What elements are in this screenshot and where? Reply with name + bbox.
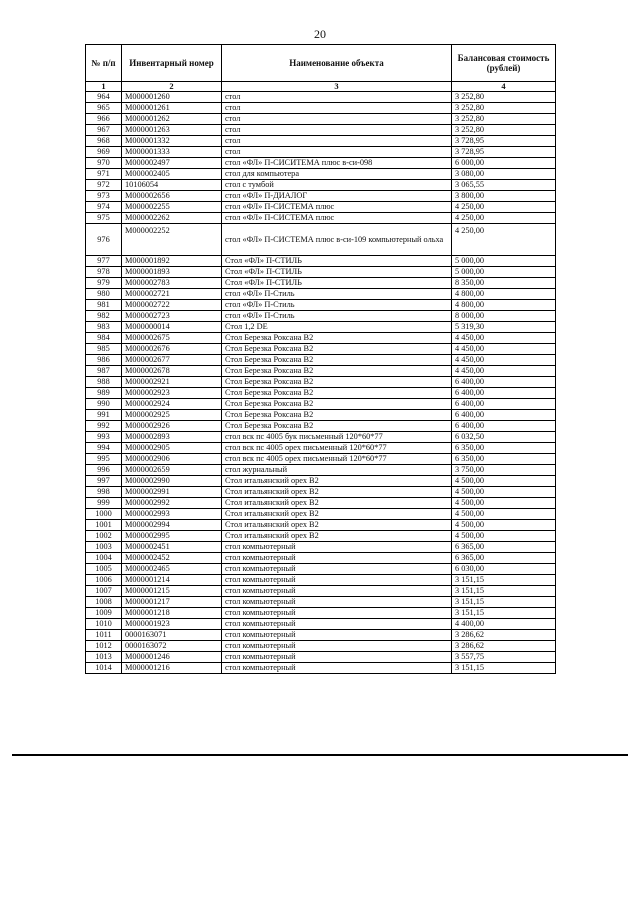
object-name: стол для компьютера [222,169,452,180]
table-row [86,520,556,531]
table-row [86,169,556,180]
book-value: 3 151,15 [452,575,556,586]
table-row [86,509,556,520]
row-index: 971 [86,169,122,180]
book-value: 3 151,15 [452,586,556,597]
page-number: 20 [314,27,326,41]
row-index: 1011 [86,630,122,641]
inventory-number: М000002925 [122,410,222,421]
book-value: 3 800,00 [452,191,556,202]
row-index: 982 [86,311,122,322]
inventory-number: М000002906 [122,454,222,465]
book-value: 3 151,15 [452,663,556,674]
object-name: Стол итальянский орех В2 [222,509,452,520]
table-row [86,487,556,498]
book-value: 8 000,00 [452,311,556,322]
object-name: стол компьютерный [222,641,452,652]
inventory-number: М000002990 [122,476,222,487]
table-row [86,256,556,267]
inventory-number: М000002722 [122,300,222,311]
table-row [86,443,556,454]
table-row [86,202,556,213]
row-index: 967 [86,125,122,136]
table-header-row [86,45,556,82]
book-value: 4 400,00 [452,619,556,630]
object-name: Стол Березка Роксана В2 [222,377,452,388]
object-name: стол «ФЛ» П-СИСТЕМА плюс [222,213,452,224]
book-value: 3 151,15 [452,608,556,619]
table-row [86,399,556,410]
row-index: 974 [86,202,122,213]
book-value: 4 800,00 [452,300,556,311]
inventory-number: М000002921 [122,377,222,388]
inventory-table [85,44,556,674]
row-index: 976 [86,224,122,256]
table-row [86,465,556,476]
inventory-number: М000002252 [122,224,222,256]
table-row [86,333,556,344]
object-name: Стол Березка Роксана В2 [222,421,452,432]
object-name: Стол 1,2 DE [222,322,452,333]
object-name: стол «ФЛ» П-СИСИТЕМА плюс в-си-098 [222,158,452,169]
object-name: стол компьютерный [222,564,452,575]
inventory-number: М000001214 [122,575,222,586]
inventory-number: М000001260 [122,92,222,103]
row-index: 981 [86,300,122,311]
inventory-number: М000001217 [122,597,222,608]
table-row [86,410,556,421]
inventory-number: М000002255 [122,202,222,213]
table-row [86,531,556,542]
book-value: 5 319,30 [452,322,556,333]
row-index: 978 [86,267,122,278]
table-row [86,652,556,663]
inventory-number: М000001246 [122,652,222,663]
inventory-number: М000001261 [122,103,222,114]
object-name: Стол итальянский орех В2 [222,476,452,487]
inventory-number: М000001892 [122,256,222,267]
inventory-number: 10106054 [122,180,222,191]
row-index: 986 [86,355,122,366]
object-name: Стол Березка Роксана В2 [222,399,452,410]
inventory-number: М000002656 [122,191,222,202]
object-name: стол «ФЛ» П-СИСТЕМА плюс в-си-109 компьютерный ольха [222,224,452,256]
column-number: 4 [452,82,556,92]
object-name: Стол итальянский орех В2 [222,531,452,542]
inventory-number: М000002451 [122,542,222,553]
column-number-row [86,82,556,92]
object-name: стол компьютерный [222,586,452,597]
table-row [86,454,556,465]
table-row [86,388,556,399]
table-row [86,92,556,103]
book-value: 3 728,95 [452,147,556,158]
row-index: 966 [86,114,122,125]
book-value: 4 800,00 [452,289,556,300]
object-name: стол вск пс 4005 орех письменный 120*60*77 [222,443,452,454]
object-name: стол «ФЛ» П-СИСТЕМА плюс [222,202,452,213]
book-value: 4 450,00 [452,355,556,366]
table-row [86,564,556,575]
book-value: 4 450,00 [452,344,556,355]
book-value: 6 400,00 [452,421,556,432]
book-value: 3 252,80 [452,92,556,103]
row-index: 1001 [86,520,122,531]
inventory-number: М000001332 [122,136,222,147]
row-index: 985 [86,344,122,355]
inventory-number: М000002993 [122,509,222,520]
row-index: 977 [86,256,122,267]
book-value: 4 500,00 [452,498,556,509]
object-name: стол [222,92,452,103]
object-name: стол компьютерный [222,663,452,674]
table-body [86,92,556,674]
object-name: стол «ФЛ» П-Стиль [222,289,452,300]
row-index: 979 [86,278,122,289]
inventory-number: М000002452 [122,553,222,564]
row-index: 972 [86,180,122,191]
row-index: 1005 [86,564,122,575]
book-value: 6 400,00 [452,377,556,388]
row-index: 994 [86,443,122,454]
object-name: Стол «ФЛ» П-СТИЛЬ [222,256,452,267]
book-value: 4 500,00 [452,531,556,542]
object-name: стол [222,114,452,125]
table-row [86,421,556,432]
header-inventory-number: Инвентарный номер [122,45,222,82]
object-name: стол компьютерный [222,608,452,619]
inventory-number: М000001218 [122,608,222,619]
book-value: 3 080,00 [452,169,556,180]
table-row [86,136,556,147]
book-value: 3 151,15 [452,597,556,608]
book-value: 6 030,00 [452,564,556,575]
row-index: 997 [86,476,122,487]
inventory-number: М000002465 [122,564,222,575]
book-value: 6 400,00 [452,410,556,421]
inventory-number: М000002678 [122,366,222,377]
book-value: 4 500,00 [452,520,556,531]
table-row [86,608,556,619]
book-value: 3 286,62 [452,630,556,641]
object-name: стол вск пс 4005 бук письменный 120*60*77 [222,432,452,443]
object-name: стол [222,136,452,147]
table-row [86,322,556,333]
inventory-number: М000002926 [122,421,222,432]
object-name: стол компьютерный [222,619,452,630]
inventory-number: М000001923 [122,619,222,630]
row-index: 990 [86,399,122,410]
header-index: № п/п [86,45,122,82]
object-name: стол «ФЛ» П-ДИАЛОГ [222,191,452,202]
column-number: 1 [86,82,122,92]
object-name: стол «ФЛ» П-Стиль [222,300,452,311]
row-index: 975 [86,213,122,224]
book-value: 6 000,00 [452,158,556,169]
row-index: 1012 [86,641,122,652]
row-index: 987 [86,366,122,377]
row-index: 989 [86,388,122,399]
book-value: 6 365,00 [452,553,556,564]
header-book-value: Балансовая стоимость (рублей) [452,45,556,82]
book-value: 3 065,55 [452,180,556,191]
table-row [86,158,556,169]
inventory-number: М000002994 [122,520,222,531]
table-row [86,213,556,224]
table-row [86,300,556,311]
row-index: 970 [86,158,122,169]
row-index: 1009 [86,608,122,619]
object-name: Стол итальянский орех В2 [222,520,452,531]
book-value: 8 350,00 [452,278,556,289]
inventory-number: М000002893 [122,432,222,443]
row-index: 965 [86,103,122,114]
book-value: 4 450,00 [452,333,556,344]
object-name: стол компьютерный [222,652,452,663]
object-name: Стол Березка Роксана В2 [222,333,452,344]
book-value: 3 252,80 [452,114,556,125]
row-index: 1003 [86,542,122,553]
table-row [86,432,556,443]
inventory-number: М000002924 [122,399,222,410]
row-index: 968 [86,136,122,147]
row-index: 996 [86,465,122,476]
table-row [86,619,556,630]
book-value: 4 250,00 [452,224,556,256]
table-row [86,289,556,300]
inventory-number: М000001215 [122,586,222,597]
inventory-number: М000002992 [122,498,222,509]
book-value: 6 350,00 [452,443,556,454]
object-name: стол [222,125,452,136]
inventory-number: М000000014 [122,322,222,333]
row-index: 988 [86,377,122,388]
column-number: 3 [222,82,452,92]
inventory-number: М000001893 [122,267,222,278]
table-row [86,663,556,674]
row-index: 984 [86,333,122,344]
inventory-number: М000002783 [122,278,222,289]
row-index: 973 [86,191,122,202]
book-value: 4 250,00 [452,202,556,213]
book-value: 3 252,80 [452,125,556,136]
row-index: 1010 [86,619,122,630]
book-value: 4 450,00 [452,366,556,377]
row-index: 991 [86,410,122,421]
table-row [86,147,556,158]
object-name: стол компьютерный [222,553,452,564]
book-value: 6 400,00 [452,399,556,410]
row-index: 1002 [86,531,122,542]
inventory-number: М000002723 [122,311,222,322]
row-index: 1013 [86,652,122,663]
inventory-number: М000002659 [122,465,222,476]
table-row [86,641,556,652]
table-row [86,630,556,641]
inventory-number: М000002677 [122,355,222,366]
row-index: 1000 [86,509,122,520]
table-row [86,267,556,278]
row-index: 1007 [86,586,122,597]
table-row [86,344,556,355]
inventory-number: 0000163072 [122,641,222,652]
book-value: 3 557,75 [452,652,556,663]
book-value: 6 365,00 [452,542,556,553]
book-value: 3 750,00 [452,465,556,476]
object-name: Стол «ФЛ» П-СТИЛЬ [222,278,452,289]
table-row [86,498,556,509]
object-name: Стол Березка Роксана В2 [222,388,452,399]
table-row [86,180,556,191]
object-name: Стол Березка Роксана В2 [222,410,452,421]
row-index: 983 [86,322,122,333]
book-value: 5 000,00 [452,256,556,267]
row-index: 1014 [86,663,122,674]
row-index: 1004 [86,553,122,564]
inventory-number: М000002905 [122,443,222,454]
table-row [86,191,556,202]
inventory-number: М000002675 [122,333,222,344]
object-name: стол «ФЛ» П-Стиль [222,311,452,322]
table-row [86,311,556,322]
row-index: 998 [86,487,122,498]
table-row [86,586,556,597]
inventory-number: М000002262 [122,213,222,224]
inventory-number: М000001262 [122,114,222,125]
object-name: стол журнальный [222,465,452,476]
book-value: 4 250,00 [452,213,556,224]
inventory-number: М000002676 [122,344,222,355]
table-row [86,278,556,289]
book-value: 4 500,00 [452,476,556,487]
table-row [86,114,556,125]
inventory-number: М000002995 [122,531,222,542]
table-row [86,575,556,586]
table-row [86,355,556,366]
table-row [86,476,556,487]
book-value: 4 500,00 [452,509,556,520]
object-name: стол [222,103,452,114]
object-name: Стол Березка Роксана В2 [222,366,452,377]
row-index: 992 [86,421,122,432]
inventory-number: М000001216 [122,663,222,674]
row-index: 1006 [86,575,122,586]
inventory-number: М000002497 [122,158,222,169]
object-name: Стол итальянский орех В2 [222,498,452,509]
book-value: 6 032,50 [452,432,556,443]
table-row [86,224,556,256]
table-row [86,125,556,136]
row-index: 964 [86,92,122,103]
object-name: Стол Березка Роксана В2 [222,344,452,355]
object-name: стол компьютерный [222,542,452,553]
row-index: 969 [86,147,122,158]
object-name: стол компьютерный [222,575,452,586]
object-name: стол [222,147,452,158]
row-index: 999 [86,498,122,509]
table-row [86,553,556,564]
row-index: 995 [86,454,122,465]
row-index: 993 [86,432,122,443]
book-value: 6 350,00 [452,454,556,465]
table-row [86,542,556,553]
table-row [86,103,556,114]
table-row [86,377,556,388]
book-value: 3 252,80 [452,103,556,114]
inventory-number: М000002923 [122,388,222,399]
table-row [86,597,556,608]
object-name: стол компьютерный [222,597,452,608]
book-value: 3 728,95 [452,136,556,147]
row-index: 980 [86,289,122,300]
object-name: стол с тумбой [222,180,452,191]
inventory-number: 0000163071 [122,630,222,641]
object-name: Стол итальянский орех В2 [222,487,452,498]
inventory-number: М000002721 [122,289,222,300]
object-name: Стол «ФЛ» П-СТИЛЬ [222,267,452,278]
inventory-number: М000002991 [122,487,222,498]
book-value: 4 500,00 [452,487,556,498]
book-value: 3 286,62 [452,641,556,652]
table-row [86,366,556,377]
header-object-name: Наименование объекта [222,45,452,82]
object-name: стол компьютерный [222,630,452,641]
inventory-number: М000002405 [122,169,222,180]
book-value: 5 000,00 [452,267,556,278]
bottom-divider [12,754,628,756]
book-value: 6 400,00 [452,388,556,399]
row-index: 1008 [86,597,122,608]
column-number: 2 [122,82,222,92]
object-name: стол вск пс 4005 орех письменный 120*60*77 [222,454,452,465]
inventory-number: М000001263 [122,125,222,136]
object-name: Стол Березка Роксана В2 [222,355,452,366]
inventory-number: М000001333 [122,147,222,158]
